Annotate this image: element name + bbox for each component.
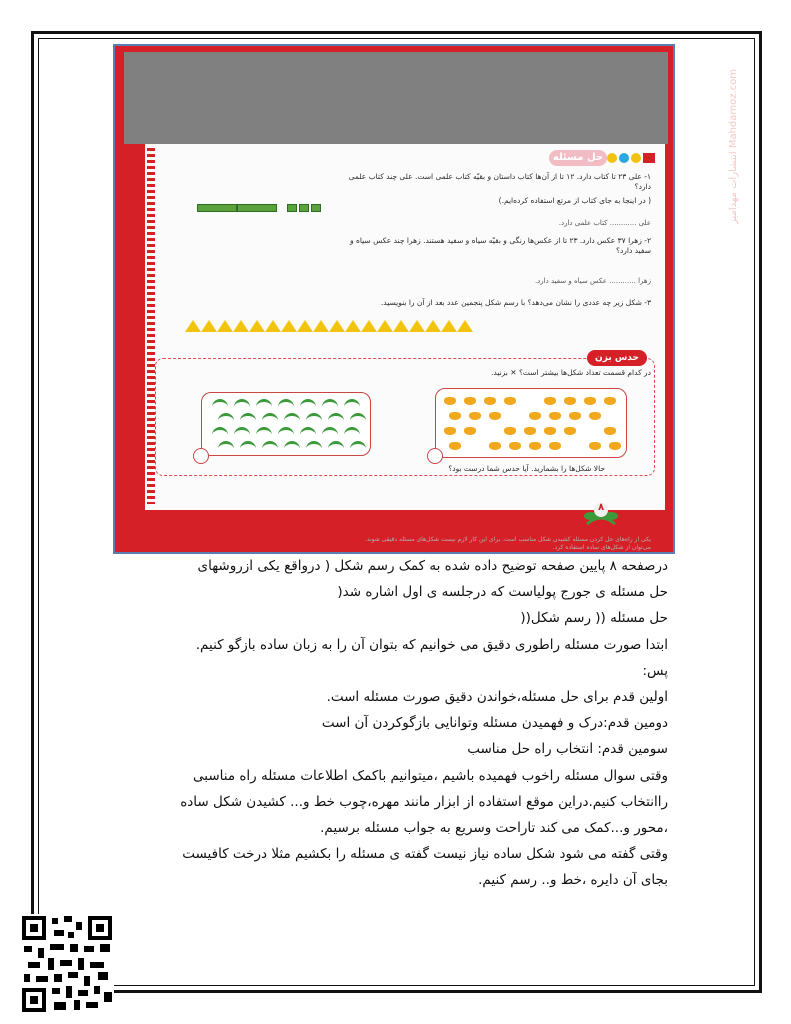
triangle-shape	[457, 320, 473, 332]
body-line: راانتخاب کنیم.دراین موقع استفاده از ابزار مانند مهره،چوب خط و... کشیدن شکل ساده	[180, 793, 668, 810]
caterpillar-icon	[240, 441, 256, 449]
answer-circle-left	[193, 448, 209, 464]
triangle-shape	[393, 320, 409, 332]
butterfly-icon	[589, 442, 601, 450]
problem2-text: ۲- زهرا ۳۷ عکس دارد. ۲۳ تا از عکس‌ها رنگی و بقیّه سیاه و سفید هستند. زهرا چند عکس سیاه و	[349, 236, 651, 245]
triangle-shape	[201, 320, 217, 332]
caterpillar-icon	[278, 399, 294, 407]
butterfly-icon	[549, 412, 561, 420]
triangle-shape	[185, 320, 201, 332]
butterfly-icon	[489, 412, 501, 420]
caterpillar-icon	[212, 399, 228, 407]
caterpillar-icon	[218, 441, 234, 449]
triangle-shape	[377, 320, 393, 332]
butterfly-icon	[544, 397, 556, 405]
butterfly-icon	[444, 427, 456, 435]
caterpillar-icon	[350, 413, 366, 421]
caterpillar-icon	[344, 399, 360, 407]
caterpillars-panel	[201, 392, 371, 456]
caterpillar-icon	[344, 427, 360, 435]
body-line: حل مسئله ی جورج پولیاست که درجلسه ی اول اشاره شد(	[337, 584, 668, 601]
triangle-shape	[441, 320, 457, 332]
caterpillar-icon	[284, 413, 300, 421]
caterpillar-icon	[218, 413, 234, 421]
problem1-hint: ( در اینجا به جای کتاب از مرتع استفاده کرده‌ایم.)	[498, 196, 651, 205]
butterfly-icon	[604, 427, 616, 435]
butterfly-icon	[604, 397, 616, 405]
caterpillar-icon	[234, 399, 250, 407]
butterfly-icon	[529, 442, 541, 450]
section-decor-icon	[605, 150, 657, 166]
butterfly-icon	[444, 397, 456, 405]
page-number: ۸	[597, 502, 605, 513]
publisher-watermark: انتشارات مهدامیز Mahdamoz.com	[728, 68, 739, 224]
body-line: اولین قدم برای حل مسئله،خواندن دقیق صورت مسئله است.	[326, 689, 668, 705]
butterfly-icon	[529, 412, 541, 420]
caterpillar-icon	[322, 399, 338, 407]
answer-circle-right	[427, 448, 443, 464]
triangle-shape	[249, 320, 265, 332]
triangle-shape	[425, 320, 441, 332]
flower-page-number-icon	[581, 502, 621, 530]
caterpillar-icon	[300, 427, 316, 435]
triangle-shape	[297, 320, 313, 332]
butterfly-icon	[449, 442, 461, 450]
body-line: دومین قدم:درک و فهمیدن مسئله وتوانایی بازگوکردن آن است	[321, 715, 668, 732]
butterfly-icon	[584, 397, 596, 405]
triangle-shape	[217, 320, 233, 332]
triangle-shape	[313, 320, 329, 332]
tens-blocks-figure	[197, 204, 337, 214]
butterfly-icon	[609, 442, 621, 450]
qr-code-icon	[20, 914, 114, 1014]
caterpillar-icon	[306, 441, 322, 449]
section-title-badge: حل مسئله	[549, 150, 607, 166]
butterfly-icon	[564, 427, 576, 435]
body-line: ابتدا صورت مسئله راطوری دقیق می خوانیم که بتوان آن را به زبان ساده بازگو کنیم.	[195, 636, 668, 653]
caterpillar-icon	[240, 413, 256, 421]
guess-tag: حدس بزن	[587, 350, 647, 366]
triangle-shape	[233, 320, 249, 332]
guess-question: در کدام قسمت تعداد شکل‌ها بیشتر است؟ ✕ بزنید.	[491, 368, 651, 377]
caterpillar-icon	[256, 427, 272, 435]
butterfly-icon	[504, 427, 516, 435]
butterfly-icon	[569, 412, 581, 420]
butterfly-icon	[524, 427, 536, 435]
body-line: وقتی سوال مسئله راخوب فهمیده باشیم ،میتوانیم باکمک اطلاعات مسئله راه مناسبی	[193, 767, 668, 784]
footnote-line-2: می‌توان از شکل‌های ساده استفاده کرد.	[552, 544, 651, 551]
footnote-line-1: یکی از راه‌های حل کردن مسئله کشیدن شکل مناسب است. برای این کار لازم نیست شکل‌های مسئله دقیقی شوند.	[364, 536, 651, 543]
caterpillar-icon	[284, 441, 300, 449]
body-line: پس:	[642, 662, 668, 679]
butterfly-icon	[464, 427, 476, 435]
triangle-shape	[281, 320, 297, 332]
problem1-text-cont: دارد؟	[634, 182, 651, 191]
caterpillar-icon	[234, 427, 250, 435]
caterpillar-icon	[322, 427, 338, 435]
problem1-answer: علی ............ کتاب علمی دارد.	[558, 219, 651, 227]
textbook-page-image	[113, 44, 675, 554]
body-line: درصفحه ۸ پایین صفحه توضیح داده شده به کمک رسم شکل ( درواقع یکی ازروشهای	[197, 558, 668, 574]
triangle-shape	[409, 320, 425, 332]
caterpillar-icon	[306, 413, 322, 421]
butterfly-icon	[589, 412, 601, 420]
body-line: سومین قدم: انتخاب راه حل مناسب	[467, 741, 668, 758]
triangle-shape	[329, 320, 345, 332]
butterfly-icon	[564, 397, 576, 405]
butterfly-icon	[449, 412, 461, 420]
problem1-text: ۱- علی ۲۳ تا کتاب دارد. ۱۲ تا از آن‌ها کتاب داستان و بقیّه کتاب علمی است. علی چند کتاب علمی	[348, 172, 651, 181]
caterpillar-icon	[212, 427, 228, 435]
page-footnote	[211, 536, 651, 552]
triangle-row-figure	[185, 320, 473, 334]
butterfly-icon	[549, 442, 561, 450]
caterpillar-icon	[278, 427, 294, 435]
caterpillar-icon	[328, 413, 344, 421]
spiral-binding	[147, 148, 155, 504]
body-line: وقتی گفته می شود شکل ساده نیاز نیست گفته ی مسئله را بکشیم مثلا درخت کافیست	[182, 846, 668, 863]
body-line: حل مسئله (( رسم شکل((	[520, 610, 668, 627]
caterpillar-icon	[300, 399, 316, 407]
caterpillar-icon	[328, 441, 344, 449]
textbook-page	[145, 144, 665, 551]
guess-followup: حالا شکل‌ها را بشمارید. آیا حدس شما درست بود؟	[448, 464, 605, 473]
body-line: ،محور و...کمک می کند تاراحت وسریع به جواب مسئله برسیم.	[320, 820, 668, 836]
triangle-shape	[265, 320, 281, 332]
butterfly-icon	[504, 397, 516, 405]
butterfly-icon	[509, 442, 521, 450]
butterflies-panel	[435, 388, 627, 458]
image-top-gray-band	[124, 52, 668, 144]
butterfly-icon	[464, 397, 476, 405]
problem2-text-cont: سفید دارد؟	[615, 246, 651, 255]
problem3-text: ۳- شکل زیر چه عددی را نشان می‌دهد؟ با رسم شکل پنجمین عدد بعد از آن را بنویسید.	[380, 298, 651, 307]
butterfly-icon	[484, 397, 496, 405]
problem2-answer: زهرا ............ عکس سیاه و سفید دارد.	[534, 277, 651, 285]
triangle-shape	[361, 320, 377, 332]
caterpillar-icon	[350, 441, 366, 449]
butterfly-icon	[489, 442, 501, 450]
butterfly-icon	[469, 412, 481, 420]
caterpillar-icon	[262, 413, 278, 421]
caterpillar-icon	[262, 441, 278, 449]
butterfly-icon	[544, 427, 556, 435]
caterpillar-icon	[256, 399, 272, 407]
triangle-shape	[345, 320, 361, 332]
body-line: بجای آن دایره ،خط و.. رسم کنیم.	[478, 872, 668, 889]
